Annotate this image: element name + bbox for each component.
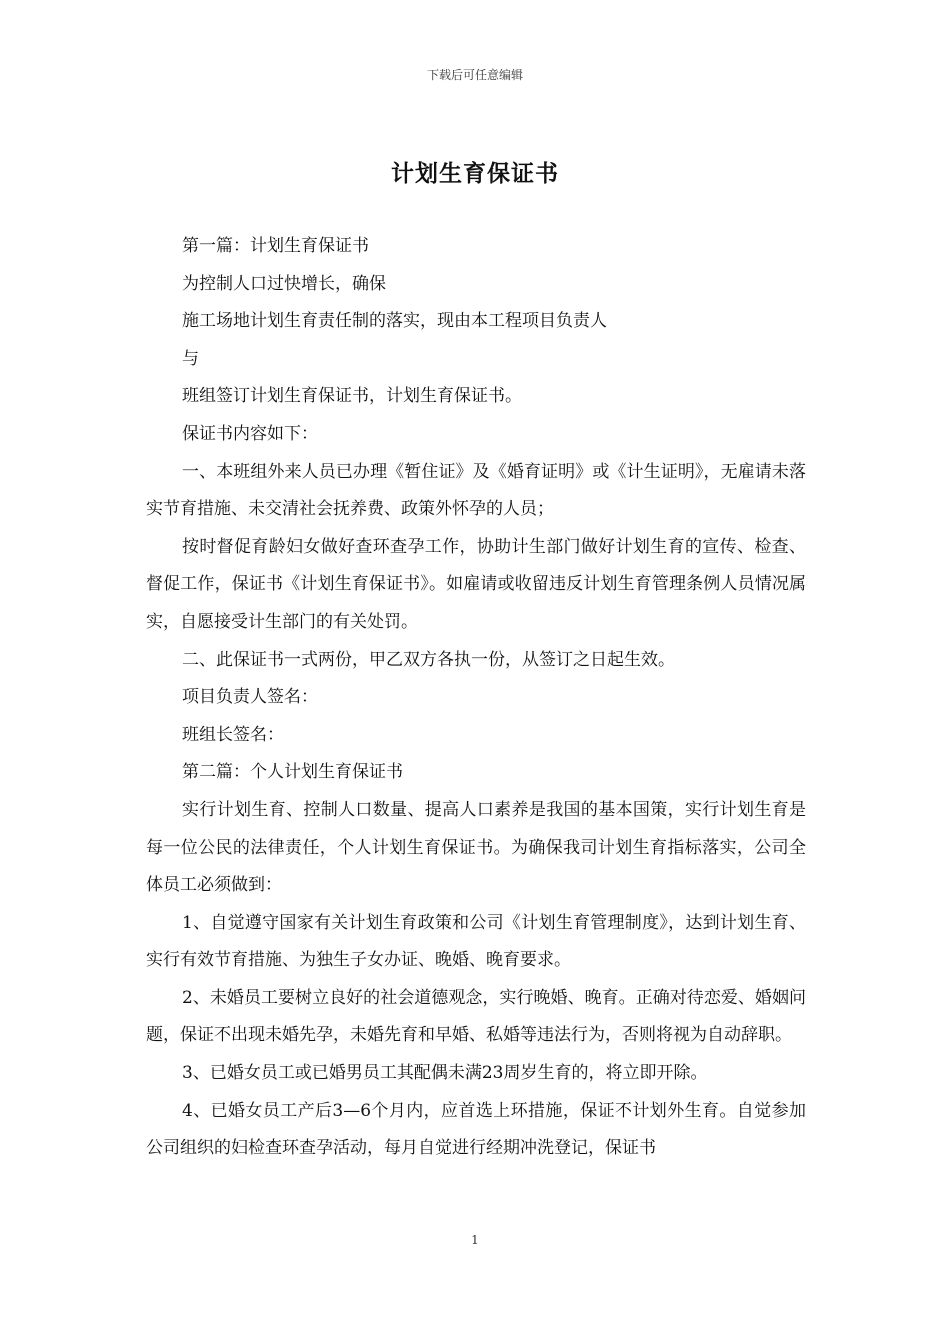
paragraph: 为控制人口过快增长，确保	[182, 273, 386, 294]
paragraph: 4、已婚女员工产后3—6个月内，应首选上环措施，保证不计划外生育。自觉参加公司组织的妇检查环查孕活动，每月自觉进行经期冲洗登记，保证书	[146, 1100, 806, 1159]
paragraph: 与	[182, 348, 199, 369]
paragraph: 实行计划生育、控制人口数量、提高人口素养是我国的基本国策，实行计划生育是每一位公民的法律责任，个人计划生育保证书。为确保我司计划生育指标落实，公司全体员工必须做到：	[146, 799, 806, 896]
document-title: 计划生育保证书	[391, 160, 559, 187]
paragraph: 按时督促育龄妇女做好查环查孕工作，协助计生部门做好计划生育的宣传、检查、督促工作，保证书《计划生育保证书》。如雇请或收留违反计划生育管理条例人员情况属实，自愿接受计生部门的有关处罚。	[146, 536, 806, 632]
paragraph: 第二篇：个人计划生育保证书	[182, 762, 403, 783]
paragraph: 3、已婚女员工或已婚男员工其配偶未满23周岁生育的，将立即开除。	[182, 1063, 708, 1084]
page-number: 1	[471, 1233, 479, 1247]
paragraph: 1、自觉遵守国家有关计划生育政策和公司《计划生育管理制度》，达到计划生育、实行有效节育措施、为独生子女办证、晚婚、晚育要求。	[146, 912, 806, 971]
paragraph: 2、未婚员工要树立良好的社会道德观念，实行晚婚、晚育。正确对待恋爱、婚姻问题，保证不出现未婚先孕，未婚先育和早婚、私婚等违法行为，否则将视为自动辞职。	[146, 987, 806, 1046]
document-body	[146, 228, 806, 1168]
paragraph: 第一篇：计划生育保证书	[182, 236, 369, 256]
paragraph: 一、本班组外来人员已办理《暂住证》及《婚育证明》或《计生证明》，无雇请未落实节育措施、未交清社会抚养费、政策外怀孕的人员；	[146, 461, 806, 520]
paragraph: 施工场地计划生育责任制的落实，现由本工程项目负责人	[182, 311, 607, 332]
paragraph: 班组长签名：	[182, 724, 284, 745]
paragraph: 班组签订计划生育保证书，计划生育保证书。	[182, 386, 522, 407]
paragraph: 二、此保证书一式两份，甲乙双方各执一份，从签订之日起生效。	[182, 649, 675, 670]
page-header: 下载后可任意编辑	[426, 68, 523, 82]
paragraph: 保证书内容如下：	[182, 423, 318, 444]
paragraph: 项目负责人签名：	[182, 687, 318, 708]
